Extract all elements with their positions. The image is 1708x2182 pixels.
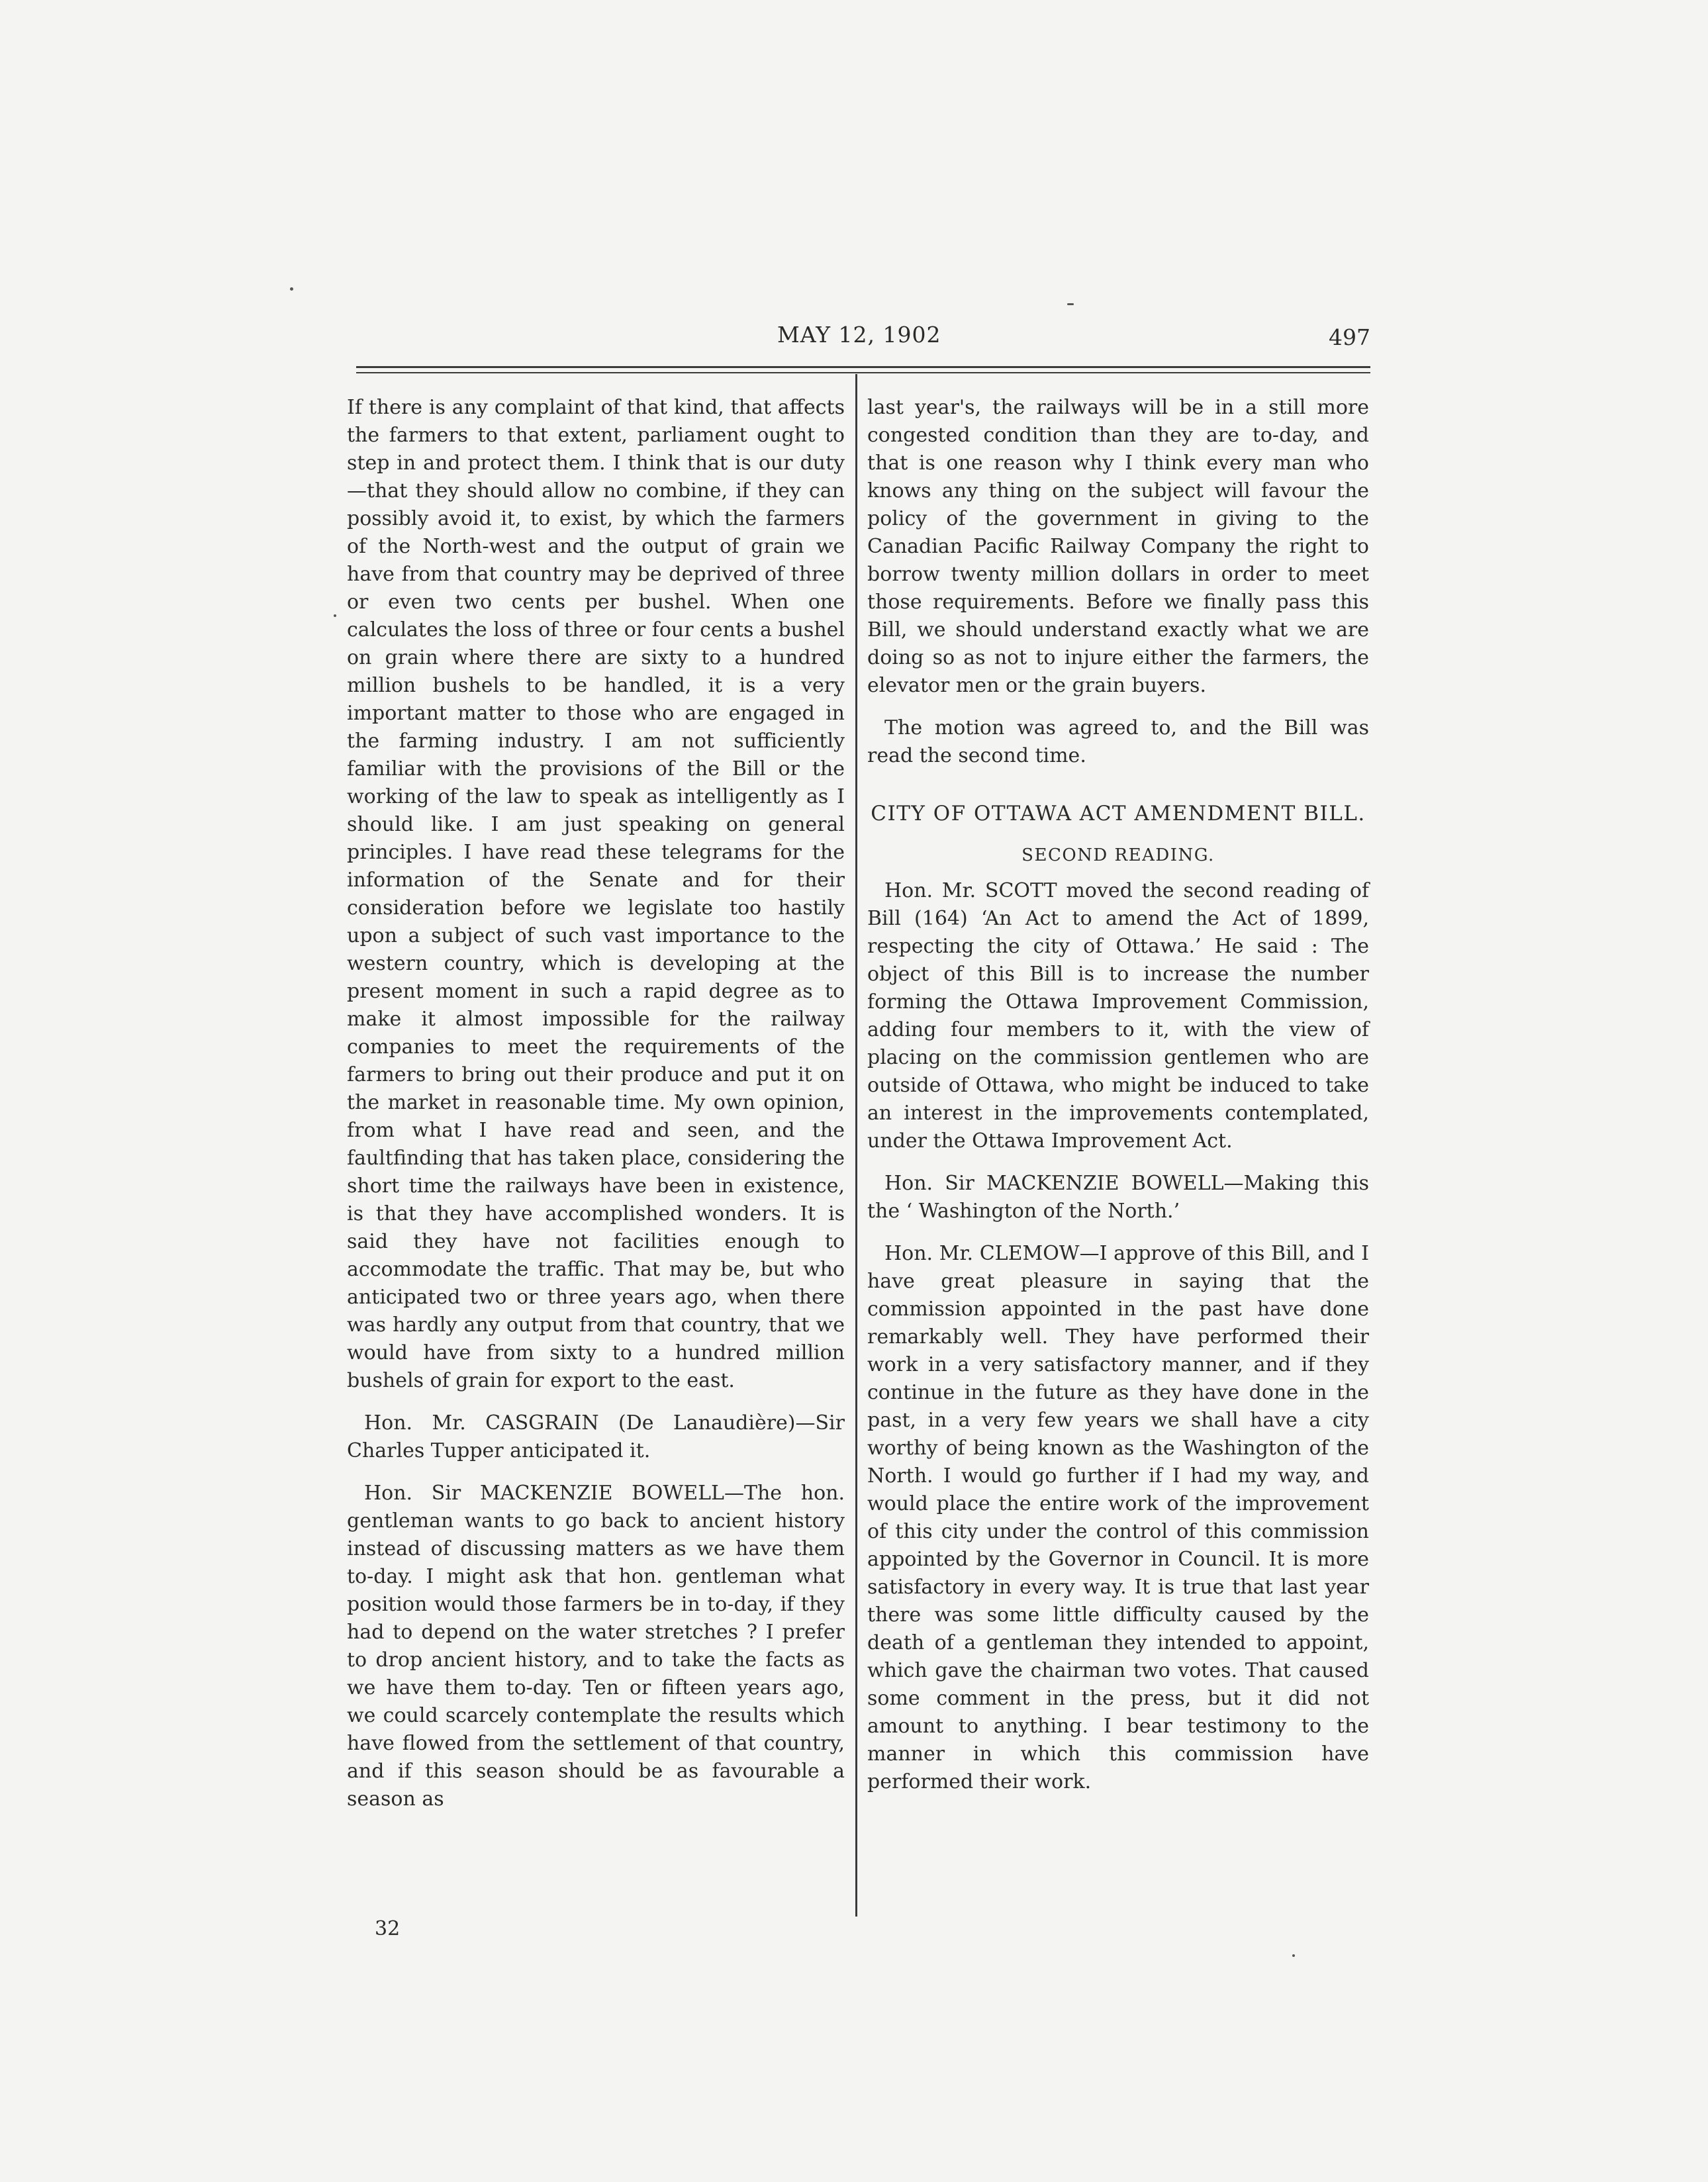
paragraph: Hon. Mr. CASGRAIN (De Lanaudière)—Sir Charles Tupper anticipated it.: [347, 1411, 845, 1462]
paragraph: Hon. Sir MACKENZIE BOWELL—The hon. gentleman wants to go back to ancient history instead of discussing matters as we have them to-day. I might ask that hon. gentleman what position would those farmers be in to-day, if they had to depend on the water stretches ? I prefer to drop ancient history, and to take the facts as we have them to-day. Ten or fifteen years ago, we could scarcely contemplate the results which have flowed from the settlement of that country, and if this season should be as favourable a season as: [347, 1482, 845, 1811]
paragraph: Hon. Mr. CLEMOW—I approve of this Bill, and I have great pleasure in saying that the commission appointed in the past have done remarkably well. They have performed their work in a very satisfactory manner, and if they continue in the future as they have done in the past, in a very few years we shall have a city worthy of being known as the Washington of the North. I would go further if I had my way, and would place the entire work of the improvement of this city under the control of this commission appointed by the Governor in Council. It is more satisfactory in every way. It is true that last year there was some little difficulty caused by the death of a gentleman they intended to appoint, which gave the chairman two votes. That caused some comment in the press, but it did not amount to anything. I bear testimony to the manner in which this commission have performed their work.: [867, 1242, 1369, 1793]
column-divider: [855, 374, 857, 1917]
scan-speck: [334, 614, 336, 617]
paragraph: Hon. Sir MACKENZIE BOWELL—Making this the ‘ Washington of the North.’: [867, 1172, 1369, 1223]
page-number: 497: [1329, 324, 1370, 350]
scan-speck: [1067, 303, 1074, 305]
paragraph: last year's, the railways will be in a still more congested condition than they are to-day, and that is one reason why I think every man who knows any thing on the subject will favour the policy of the government in giving to the Canadian Pacific Railway Company the right to borrow twenty million dollars in order to meet those requirements. Before we finally pass this Bill, we should understand exactly what we are doing so as not to injure either the farmers, the elevator men or the grain buyers.: [867, 396, 1369, 697]
section-title: CITY OF OTTAWA ACT AMENDMENT BILL.: [871, 802, 1366, 826]
scan-speck: [290, 287, 293, 291]
paragraph: The motion was agreed to, and the Bill was read the second time.: [867, 716, 1369, 767]
header-rule-top: [356, 366, 1370, 368]
left-column: [347, 394, 845, 1813]
paragraph: Hon. Mr. SCOTT moved the second reading of Bill (164) ‘An Act to amend the Act of 1899, respecting the city of Ottawa.’ He said : The object of this Bill is to increase the number forming the Ottawa Improvement Commission, adding four members to it, with the view of placing on the commission gentlemen who are outside of Ottawa, who might be induced to take an interest in the improvements contemplated, under the Ottawa Improvement Act.: [867, 879, 1369, 1153]
header-rule-bottom: [356, 372, 1370, 373]
right-column: [867, 394, 1369, 1796]
signature-mark: 32: [375, 1917, 401, 1940]
paragraph: If there is any complaint of that kind, that affects the farmers to that extent, parliament ought to step in and protect them. I think that is our duty—that they should allow no combine, if they can possibly avoid it, to exist, by which the farmers of the North-west and the output of grain we have from that country may be deprived of three or even two cents per bushel. When one calculates the loss of three or four cents a bushel on grain where there are sixty to a hundred million bushels to be handled, it is a very important matter to those who are engaged in the farming industry. I am not sufficiently familiar with the provisions of the Bill or the working of the law to speak as intelligently as I should like. I am just speaking on general principles. I have read these telegrams for the information of the Senate and for their consideration before we legislate too hastily upon a subject of such vast importance to the western country, which is developing at the present moment in such a rapid degree as to make it almost impossible for the railway companies to meet the requirements of the farmers to bring out their produce and put it on the market in reasonable time. My own opinion, from what I have read and seen, and the faultfinding that has taken place, considering the short time the railways have been in existence, is that they have accomplished wonders. It is said they have not facilities enough to accommodate the traffic. That may be, but who anticipated two or three years ago, when there was hardly any output from that country, that we would have from sixty to a hundred million bushels of grain for export to the east.: [347, 396, 845, 1392]
section-subtitle: SECOND READING.: [1021, 845, 1215, 865]
scan-speck: [1292, 1954, 1295, 1957]
running-header: [356, 318, 1370, 355]
header-date: MAY 12, 1902: [777, 322, 941, 348]
